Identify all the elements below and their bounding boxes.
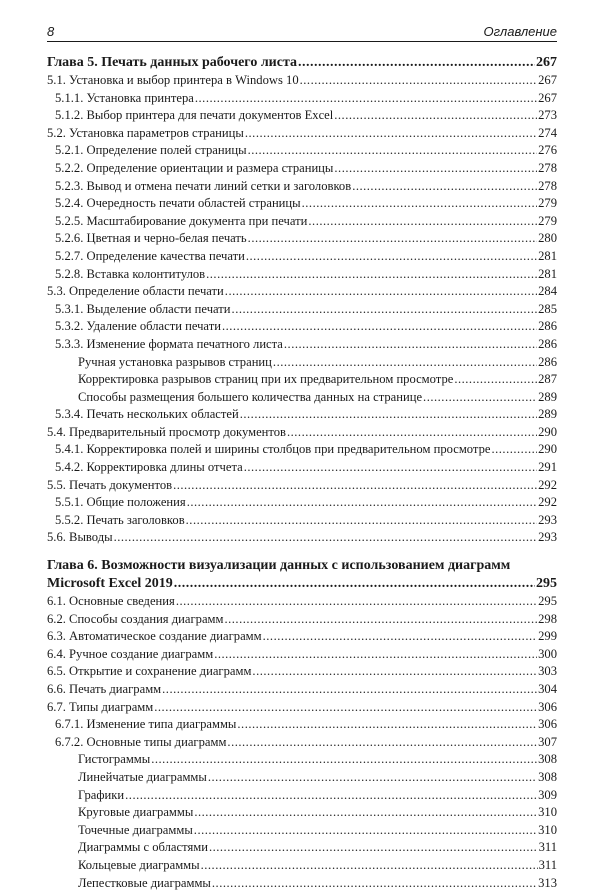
dot-leader bbox=[174, 575, 535, 593]
entry-page: 289 bbox=[538, 389, 557, 404]
entry-label: 6.2. Способы создания диаграмм bbox=[47, 611, 224, 626]
toc-entry[interactable] bbox=[47, 593, 557, 611]
dot-leader bbox=[454, 371, 537, 389]
chapter-5-entries bbox=[47, 72, 557, 547]
dot-leader bbox=[208, 769, 537, 787]
toc-chapter-6[interactable] bbox=[47, 575, 557, 593]
toc-chapter-5[interactable] bbox=[47, 54, 557, 72]
entry-page: 286 bbox=[538, 336, 557, 351]
entry-label: 5.1.2. Выбор принтера для печати документов Excel bbox=[55, 108, 334, 123]
toc-entry[interactable] bbox=[47, 248, 557, 266]
chapter-title: Microsoft Excel 2019 bbox=[47, 576, 173, 592]
dot-leader bbox=[151, 751, 537, 769]
toc-entry[interactable] bbox=[47, 195, 557, 213]
dot-leader bbox=[334, 160, 537, 178]
entry-label: Кольцевые диаграммы bbox=[78, 857, 200, 872]
dot-leader bbox=[214, 646, 537, 664]
toc-entry[interactable] bbox=[47, 529, 557, 547]
entry-label: 5.5.2. Печать заголовков bbox=[55, 512, 185, 527]
entry-label: 5.3.3. Изменение формата печатного листа bbox=[55, 336, 283, 351]
entry-label: 5.2.7. Определение качества печати bbox=[55, 248, 245, 263]
toc-entry[interactable] bbox=[47, 716, 557, 734]
dot-leader bbox=[300, 72, 537, 90]
entry-page: 276 bbox=[538, 143, 557, 158]
dot-leader bbox=[206, 266, 537, 284]
entry-page: 291 bbox=[538, 460, 557, 475]
dot-leader bbox=[114, 529, 538, 547]
dot-leader bbox=[224, 611, 537, 629]
dot-leader bbox=[263, 628, 537, 646]
dot-leader bbox=[246, 248, 537, 266]
entry-label: 5.3.1. Выделение области печати bbox=[55, 301, 231, 316]
dot-leader bbox=[308, 213, 537, 231]
toc-entry[interactable] bbox=[47, 424, 557, 442]
entry-label: 6.4. Ручное создание диаграмм bbox=[47, 646, 214, 661]
toc-entry[interactable] bbox=[47, 354, 557, 372]
entry-label: 5.5. Печать документов bbox=[47, 477, 173, 492]
dot-leader bbox=[248, 142, 538, 160]
chapter-6-entries bbox=[47, 593, 557, 892]
entry-page: 281 bbox=[538, 248, 557, 263]
dot-leader bbox=[491, 441, 537, 459]
toc-entry[interactable] bbox=[47, 72, 557, 90]
entry-page: 287 bbox=[538, 372, 557, 387]
entry-label: Гистограммы bbox=[78, 752, 151, 767]
toc-entry[interactable] bbox=[47, 301, 557, 319]
toc-entry[interactable] bbox=[47, 751, 557, 769]
entry-label: 5.5.1. Общие положения bbox=[55, 495, 186, 510]
entry-page: 289 bbox=[538, 407, 557, 422]
toc-entry[interactable] bbox=[47, 804, 557, 822]
entry-page: 284 bbox=[538, 284, 557, 299]
entry-page: 307 bbox=[538, 734, 557, 749]
toc-entry[interactable] bbox=[47, 646, 557, 664]
entry-label: 5.1. Установка и выбор принтера в Windows 10 bbox=[47, 73, 299, 87]
dot-leader bbox=[227, 734, 537, 752]
dot-leader bbox=[209, 839, 538, 857]
toc-entry[interactable] bbox=[47, 512, 557, 530]
entry-label: 5.4.1. Корректировка полей и ширины столбцов при предварительном просмотре bbox=[55, 442, 491, 457]
entry-page: 308 bbox=[538, 752, 557, 767]
entry-page: 292 bbox=[538, 477, 557, 492]
entry-page: 286 bbox=[538, 354, 557, 369]
entry-page: 279 bbox=[538, 196, 557, 211]
toc-entry[interactable] bbox=[47, 90, 557, 108]
entry-label: Линейчатые диаграммы bbox=[78, 769, 207, 784]
entry-page: 293 bbox=[538, 512, 557, 527]
dot-leader bbox=[194, 822, 537, 840]
dot-leader bbox=[352, 178, 537, 196]
dot-leader bbox=[287, 424, 537, 442]
dot-leader bbox=[195, 90, 537, 108]
toc-entry[interactable] bbox=[47, 875, 557, 892]
toc-entry[interactable] bbox=[47, 230, 557, 248]
entry-label: 5.6. Выводы bbox=[47, 530, 113, 545]
entry-label: 5.2.8. Вставка колонтитулов bbox=[55, 266, 206, 281]
dot-leader bbox=[186, 512, 537, 530]
entry-label: 5.4. Предварительный просмотр документов bbox=[47, 424, 286, 439]
entry-label: Диаграммы с областями bbox=[78, 840, 208, 855]
entry-label: 6.6. Печать диаграмм bbox=[47, 682, 162, 696]
dot-leader bbox=[173, 477, 537, 495]
entry-page: 310 bbox=[538, 822, 557, 837]
table-of-contents bbox=[47, 54, 557, 892]
entry-label: 5.2.1. Определение полей страницы bbox=[55, 143, 247, 158]
entry-page: 295 bbox=[538, 594, 557, 609]
entry-label: Круговые диаграммы bbox=[78, 805, 194, 820]
dot-leader bbox=[194, 804, 537, 822]
entry-label: 6.5. Открытие и сохранение диаграмм bbox=[47, 664, 252, 679]
entry-label: Способы размещения большего количества данных на странице bbox=[78, 389, 423, 404]
dot-leader bbox=[273, 354, 537, 372]
spacer bbox=[47, 547, 557, 557]
entry-label: 5.2.2. Определение ориентации и размера страницы bbox=[55, 160, 334, 175]
entry-page: 267 bbox=[538, 73, 557, 87]
toc-entry[interactable] bbox=[47, 477, 557, 495]
entry-label: Ручная установка разрывов страниц bbox=[78, 354, 272, 369]
entry-page: 286 bbox=[538, 319, 557, 334]
entry-label: 5.2.3. Вывод и отмена печати линий сетки и заголовков bbox=[55, 178, 352, 193]
entry-page: 308 bbox=[538, 769, 557, 784]
entry-label: 6.7.2. Основные типы диаграмм bbox=[55, 734, 227, 749]
entry-page: 306 bbox=[538, 717, 557, 732]
entry-page: 293 bbox=[538, 530, 557, 545]
dot-leader bbox=[212, 875, 537, 892]
toc-entry[interactable] bbox=[47, 769, 557, 787]
entry-page: 309 bbox=[538, 787, 557, 802]
entry-label: 5.3.4. Печать нескольких областей bbox=[55, 407, 239, 422]
dot-leader bbox=[423, 389, 537, 407]
entry-page: 285 bbox=[538, 301, 557, 316]
toc-entry[interactable] bbox=[47, 681, 557, 699]
dot-leader bbox=[237, 716, 537, 734]
dot-leader bbox=[154, 699, 537, 717]
entry-label: 5.4.2. Корректировка длины отчета bbox=[55, 460, 243, 475]
toc-entry[interactable] bbox=[47, 441, 557, 459]
toc-entry[interactable] bbox=[47, 266, 557, 284]
entry-page: 278 bbox=[538, 178, 557, 193]
entry-page: 306 bbox=[538, 699, 557, 714]
entry-label: Лепестковые диаграммы bbox=[78, 875, 211, 890]
toc-entry[interactable] bbox=[47, 734, 557, 752]
entry-label: 6.7.1. Изменение типа диаграммы bbox=[55, 717, 237, 732]
entry-page: 300 bbox=[538, 646, 557, 661]
toc-entry[interactable] bbox=[47, 857, 557, 875]
entry-label: Корректировка разрывов страниц при их предварительном просмотре bbox=[78, 372, 454, 387]
entry-page: 281 bbox=[538, 266, 557, 281]
page-number: 8 bbox=[47, 24, 55, 39]
entry-label: 5.1.1. Установка принтера bbox=[55, 90, 194, 105]
toc-entry[interactable] bbox=[47, 389, 557, 407]
entry-label: Точечные диаграммы bbox=[78, 822, 193, 837]
toc-entry[interactable] bbox=[47, 125, 557, 143]
entry-label: 6.1. Основные сведения bbox=[47, 594, 175, 609]
toc-entry[interactable] bbox=[47, 494, 557, 512]
dot-leader bbox=[298, 54, 535, 72]
toc-entry[interactable] bbox=[47, 336, 557, 354]
toc-chapter-6-title-line1[interactable]: Глава 6. Возможности визуализации данных с использованием диаграмм bbox=[47, 558, 511, 574]
toc-entry[interactable] bbox=[47, 611, 557, 629]
entry-label: Графики bbox=[78, 787, 125, 802]
dot-leader bbox=[334, 107, 537, 125]
entry-page: 273 bbox=[538, 108, 557, 123]
dot-leader bbox=[162, 681, 537, 699]
toc-entry[interactable] bbox=[47, 459, 557, 477]
toc-entry[interactable] bbox=[47, 160, 557, 178]
entry-label: 5.3.2. Удаление области печати bbox=[55, 319, 221, 334]
toc-entry[interactable] bbox=[47, 178, 557, 196]
dot-leader bbox=[176, 593, 537, 611]
running-title: Оглавление bbox=[483, 24, 557, 39]
entry-page: 311 bbox=[538, 840, 557, 855]
toc-entry[interactable] bbox=[47, 699, 557, 717]
entry-page: 290 bbox=[538, 442, 557, 457]
dot-leader bbox=[284, 336, 537, 354]
dot-leader bbox=[244, 459, 537, 477]
toc-entry[interactable] bbox=[47, 283, 557, 301]
toc-entry[interactable] bbox=[47, 318, 557, 336]
dot-leader bbox=[245, 125, 537, 143]
entry-label: 5.2. Установка параметров страницы bbox=[47, 125, 244, 140]
dot-leader bbox=[232, 301, 538, 319]
entry-page: 304 bbox=[538, 682, 557, 696]
entry-page: 280 bbox=[538, 231, 557, 246]
entry-page: 279 bbox=[538, 213, 557, 228]
entry-page: 311 bbox=[538, 857, 557, 872]
entry-page: 310 bbox=[538, 805, 557, 820]
dot-leader bbox=[248, 230, 537, 248]
chapter-page: 295 bbox=[536, 576, 557, 592]
entry-page: 267 bbox=[538, 90, 557, 105]
toc-entry[interactable] bbox=[47, 822, 557, 840]
entry-page: 298 bbox=[538, 611, 557, 626]
entry-page: 303 bbox=[538, 664, 557, 679]
entry-label: 5.2.6. Цветная и черно-белая печать bbox=[55, 231, 247, 246]
dot-leader bbox=[302, 195, 537, 213]
toc-entry[interactable] bbox=[47, 787, 557, 805]
toc-entry[interactable] bbox=[47, 107, 557, 125]
entry-page: 292 bbox=[538, 495, 557, 510]
entry-page: 274 bbox=[538, 125, 557, 140]
entry-label: 6.3. Автоматическое создание диаграмм bbox=[47, 629, 262, 644]
entry-page: 278 bbox=[538, 160, 557, 175]
page-header bbox=[47, 24, 557, 42]
chapter-title: Глава 5. Печать данных рабочего листа bbox=[47, 55, 297, 70]
toc-entry[interactable] bbox=[47, 839, 557, 857]
entry-page: 290 bbox=[538, 424, 557, 439]
chapter-page: 267 bbox=[536, 55, 557, 70]
dot-leader bbox=[225, 283, 537, 301]
entry-label: 5.2.5. Масштабирование документа при печати bbox=[55, 213, 308, 228]
dot-leader bbox=[187, 494, 537, 512]
entry-label: 5.2.4. Очередность печати областей страницы bbox=[55, 196, 301, 211]
dot-leader bbox=[125, 787, 537, 805]
entry-label: 6.7. Типы диаграмм bbox=[47, 699, 154, 714]
toc-entry[interactable] bbox=[47, 406, 557, 424]
dot-leader bbox=[240, 406, 537, 424]
toc-entry[interactable] bbox=[47, 213, 557, 231]
toc-entry[interactable] bbox=[47, 371, 557, 389]
toc-entry[interactable] bbox=[47, 628, 557, 646]
dot-leader bbox=[252, 663, 537, 681]
toc-entry[interactable] bbox=[47, 142, 557, 160]
dot-leader bbox=[201, 857, 538, 875]
entry-page: 313 bbox=[538, 875, 557, 890]
dot-leader bbox=[222, 318, 537, 336]
toc-entry[interactable] bbox=[47, 663, 557, 681]
entry-page: 299 bbox=[538, 629, 557, 644]
entry-label: 5.3. Определение области печати bbox=[47, 284, 224, 299]
